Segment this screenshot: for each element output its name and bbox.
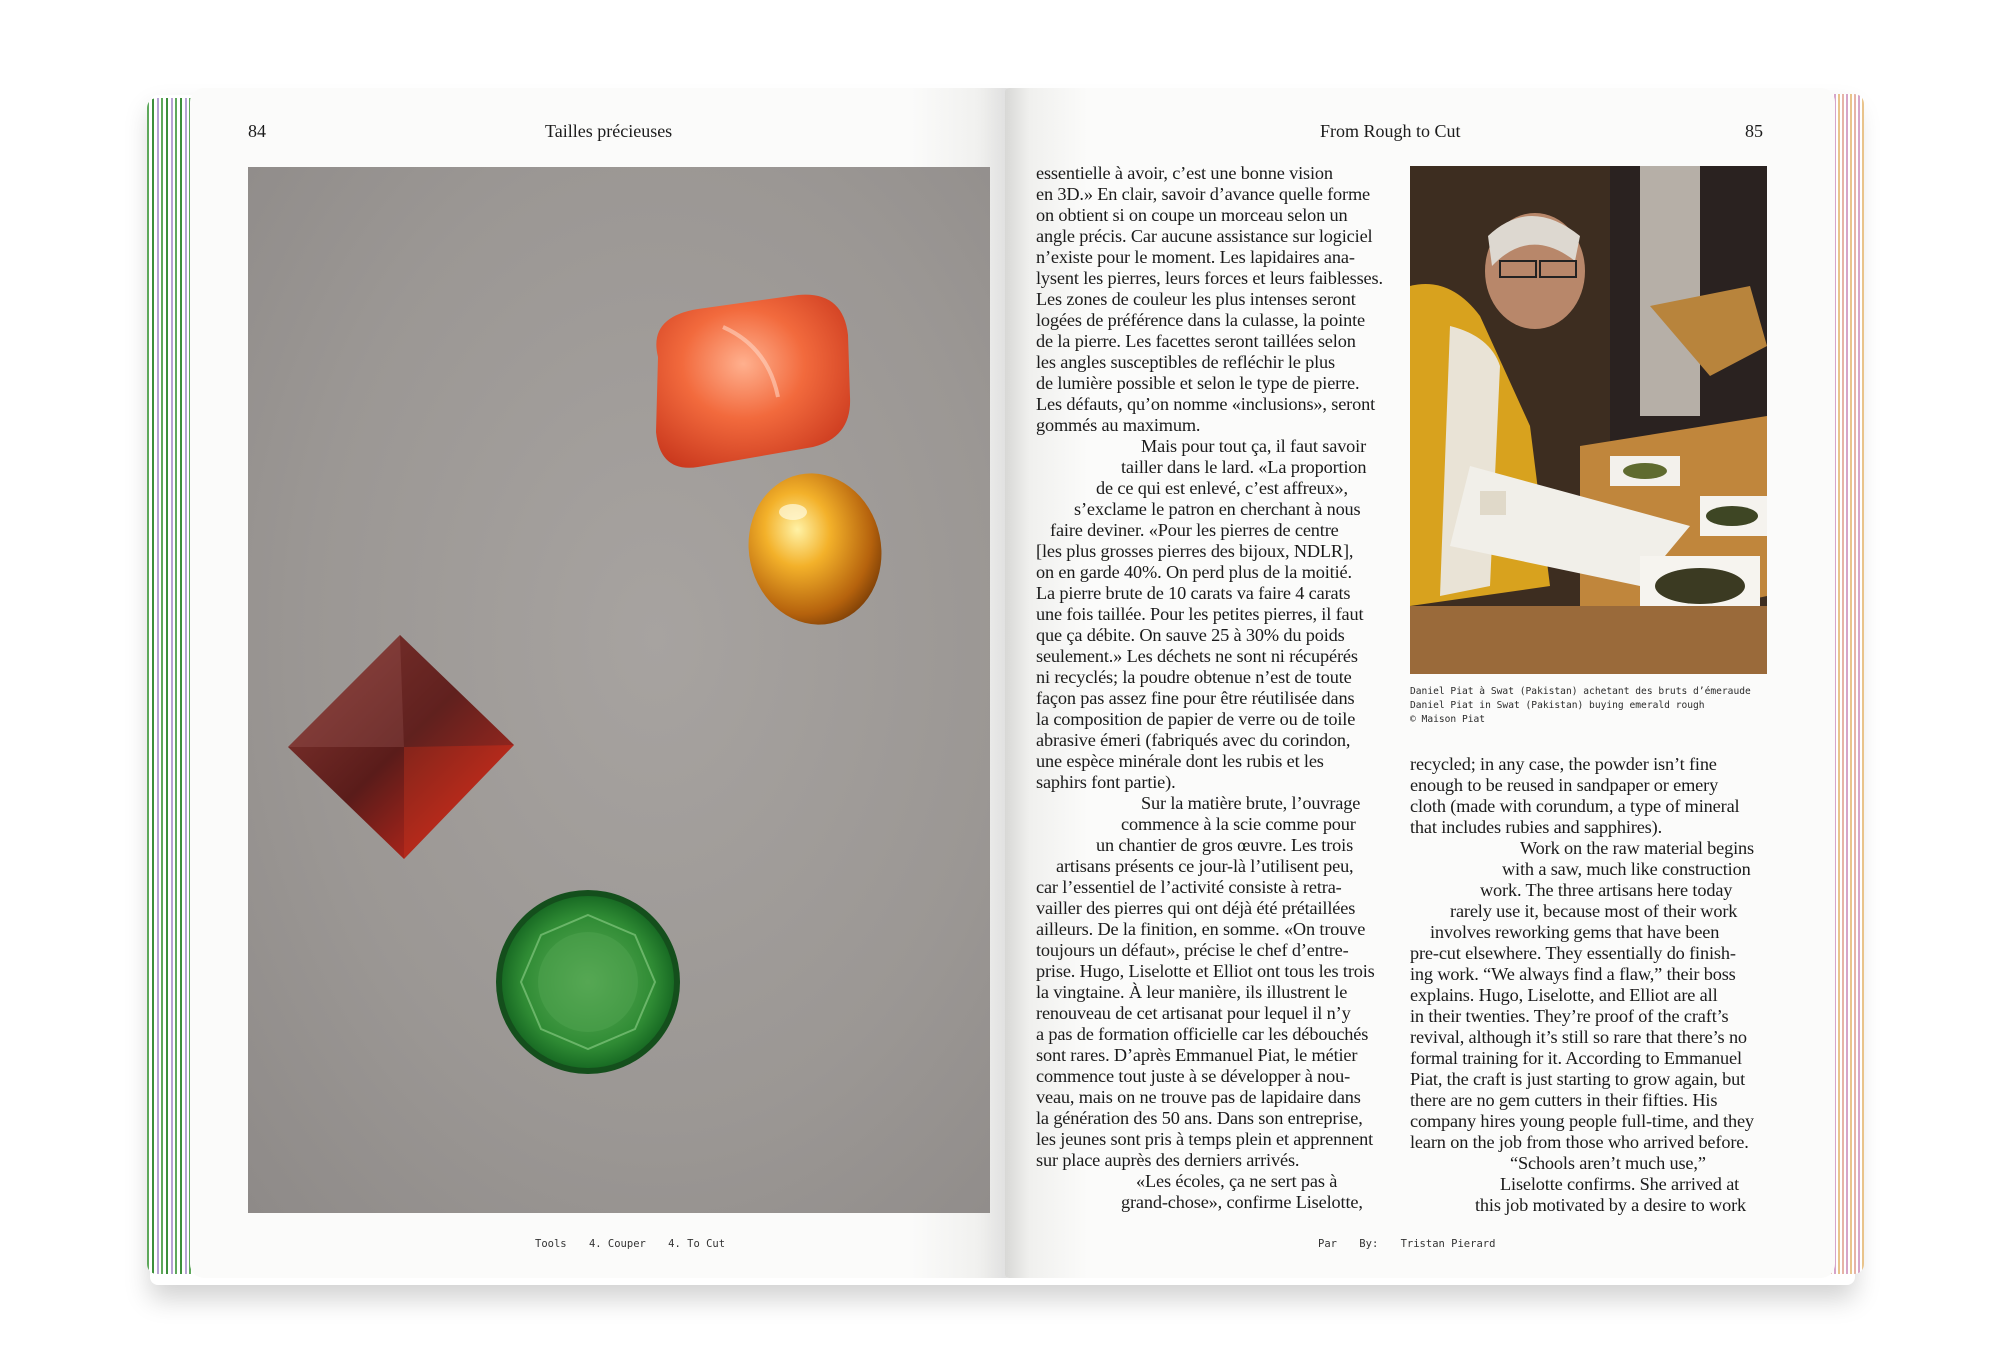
amber-oval-gem: [743, 467, 893, 637]
text-line: that includes rubies and sapphires).: [1410, 817, 1662, 837]
text-line: work. The three artisans here today: [1480, 880, 1733, 900]
text-line: this job motivated by a desire to work: [1475, 1195, 1747, 1215]
text-line: que ça débite. On sauve 25 à 30% du poids: [1036, 625, 1345, 645]
footer-item: By:: [1359, 1238, 1379, 1250]
text-line: a pas de formation officielle car les débouchés: [1036, 1024, 1369, 1044]
text-line: Piat, the craft is just starting to grow again, but: [1410, 1069, 1746, 1089]
text-line: veau, mais on ne trouve pas de lapidaire dans: [1036, 1087, 1361, 1107]
text-line: formal training for it. According to Emmanuel: [1410, 1048, 1742, 1068]
text-line: company hires young people full-time, and they: [1410, 1111, 1754, 1131]
workbench-scene-image: [1410, 166, 1767, 674]
text-line: with a saw, much like construction: [1502, 859, 1751, 879]
text-line: n’existe pour le moment. Les lapidaires ana-: [1036, 247, 1355, 267]
text-line: prise. Hugo, Liselotte et Elliot ont tous les trois: [1036, 961, 1375, 981]
text-line: gommés au maximum.: [1036, 415, 1201, 435]
text-line: [les plus grosses pierres des bijoux, NDLR],: [1036, 541, 1354, 561]
text-line: Les défauts, qu’on nomme «inclusions», seront: [1036, 394, 1376, 414]
caption-credit: © Maison Piat: [1410, 714, 1486, 725]
text-line: Mais pour tout ça, il faut savoir: [1141, 436, 1367, 456]
footer-item: 4. To Cut: [668, 1238, 726, 1250]
text-line: faire deviner. «Pour les pierres de centre: [1050, 520, 1339, 540]
footer-item: Tools: [535, 1238, 567, 1250]
text-line: there are no gem cutters in their fifties. His: [1410, 1090, 1718, 1110]
text-line: «Les écoles, ça ne sert pas à: [1136, 1171, 1338, 1191]
text-line: commence tout juste à se développer à nou-: [1036, 1066, 1351, 1086]
text-line: tailler dans le lard. «La proportion: [1121, 457, 1367, 477]
text-line: enough to be reused in sandpaper or emery: [1410, 775, 1719, 795]
text-line: Les zones de couleur les plus intenses seront: [1036, 289, 1356, 309]
right-page-edges: [1830, 94, 1864, 1274]
footer-item: Par: [1318, 1238, 1337, 1250]
text-line: sont rares. D’après Emmanuel Piat, le métier: [1036, 1045, 1358, 1065]
text-line: “Schools aren’t much use,”: [1510, 1153, 1706, 1173]
text-line: Sur la matière brute, l’ouvrage: [1141, 793, 1361, 813]
text-line: une fois taillée. Pour les petites pierres, il faut: [1036, 604, 1364, 624]
text-line: rarely use it, because most of their work: [1450, 901, 1738, 921]
right-running-head: From Rough to Cut: [1320, 121, 1461, 141]
english-article-column: [1410, 754, 1790, 1216]
text-line: involves reworking gems that have been: [1430, 922, 1720, 942]
text-line: on obtient si on coupe un morceau selon un: [1036, 205, 1348, 225]
text-line: Liselotte confirms. She arrived at: [1500, 1174, 1740, 1194]
text-line: learn on the job from those who arrived before.: [1410, 1132, 1749, 1152]
text-line: car l’essentiel de l’activité consiste à retra-: [1036, 877, 1342, 897]
text-line: cloth (made with corundum, a type of mineral: [1410, 796, 1740, 816]
left-running-head: Tailles précieuses: [545, 121, 673, 141]
text-line: La pierre brute de 10 carats va faire 4 carats: [1036, 583, 1351, 603]
daniel-piat-photo: [1410, 166, 1767, 674]
text-line: explains. Hugo, Liselotte, and Elliot are all: [1410, 985, 1718, 1005]
text-line: grand-chose», confirme Liselotte,: [1121, 1192, 1363, 1212]
text-line: in their twenties. They’re proof of the craft’s: [1410, 1006, 1729, 1026]
text-line: sur place auprès des derniers arrivés.: [1036, 1150, 1300, 1170]
text-line: de ce qui est enlevé, c’est affreux»,: [1096, 478, 1348, 498]
text-line: renouveau de cet artisanat pour lequel il n’y: [1036, 1003, 1351, 1023]
footer-item: 4. Couper: [588, 1238, 646, 1250]
text-line: un chantier de gros œuvre. Les trois: [1096, 835, 1354, 855]
text-line: les angles susceptibles de refléchir le plus: [1036, 352, 1336, 372]
text-line: angle précis. Car aucune assistance sur logiciel: [1036, 226, 1373, 246]
text-line: façon pas assez fine pour être réutilisée dans: [1036, 688, 1355, 708]
caption-line-english: Daniel Piat in Swat (Pakistan) buying emerald rough: [1410, 700, 1705, 711]
text-line: la vingtaine. À leur manière, ils illustrent le: [1036, 982, 1348, 1002]
french-article-column: [1036, 163, 1396, 1213]
left-page-edges: [147, 98, 191, 1274]
text-line: de lumière possible et selon le type de pierre.: [1036, 373, 1360, 393]
text-line: de la pierre. Les facettes seront taillées selon: [1036, 331, 1356, 351]
left-folio: 84: [248, 121, 266, 141]
garnet-square-gem: [278, 627, 528, 877]
green-faceted-gem: [493, 887, 683, 1077]
caption-line-french: Daniel Piat à Swat (Pakistan) achetant des bruts d’émeraude: [1410, 686, 1751, 697]
text-line: ing work. “We always find a flaw,” their boss: [1410, 964, 1736, 984]
right-footer: [1318, 1238, 1511, 1250]
text-line: recycled; in any case, the powder isn’t fine: [1410, 754, 1717, 774]
left-footer: [535, 1238, 741, 1250]
text-line: lysent les pierres, leurs forces et leurs faiblesses.: [1036, 268, 1383, 288]
text-line: les jeunes sont pris à temps plein et apprennent: [1036, 1129, 1374, 1149]
text-line: Work on the raw material begins: [1520, 838, 1754, 858]
text-line: la composition de papier de verre ou de toile: [1036, 709, 1356, 729]
text-line: ailleurs. De la finition, en somme. «On trouve: [1036, 919, 1366, 939]
text-line: on en garde 40%. On perd plus de la moitié.: [1036, 562, 1352, 582]
text-line: revival, although it’s still so rare that there’s no: [1410, 1027, 1747, 1047]
orange-cabochon-gem: [628, 287, 868, 487]
text-line: abrasive émeri (fabriqués avec du corindon,: [1036, 730, 1351, 750]
footer-item: Tristan Pierard: [1400, 1238, 1496, 1250]
text-line: commence à la scie comme pour: [1121, 814, 1356, 834]
photo-caption: [1410, 685, 1810, 727]
text-line: pre-cut elsewhere. They essentially do finish-: [1410, 943, 1736, 963]
text-line: une espèce minérale dont les rubis et les: [1036, 751, 1324, 771]
right-folio: 85: [1745, 121, 1763, 141]
text-line: s’exclame le patron en cherchant à nous: [1074, 499, 1361, 519]
text-line: saphirs font partie).: [1036, 772, 1176, 792]
text-line: seulement.» Les déchets ne sont ni récupérés: [1036, 646, 1358, 666]
text-line: essentielle à avoir, c’est une bonne vision: [1036, 163, 1333, 183]
text-line: artisans présents ce jour-là l’utilisent peu,: [1056, 856, 1354, 876]
text-line: logées de préférence dans la culasse, la pointe: [1036, 310, 1365, 330]
text-line: ni recyclés; la poudre obtenue n’est de toute: [1036, 667, 1352, 687]
text-line: la génération des 50 ans. Dans son entreprise,: [1036, 1108, 1363, 1128]
text-line: vailler des pierres qui ont déjà été prétaillées: [1036, 898, 1356, 918]
text-line: en 3D.» En clair, savoir d’avance quelle forme: [1036, 184, 1370, 204]
gemstones-photo: [248, 167, 990, 1213]
text-line: toujours un défaut», précise le chef d’entre-: [1036, 940, 1349, 960]
